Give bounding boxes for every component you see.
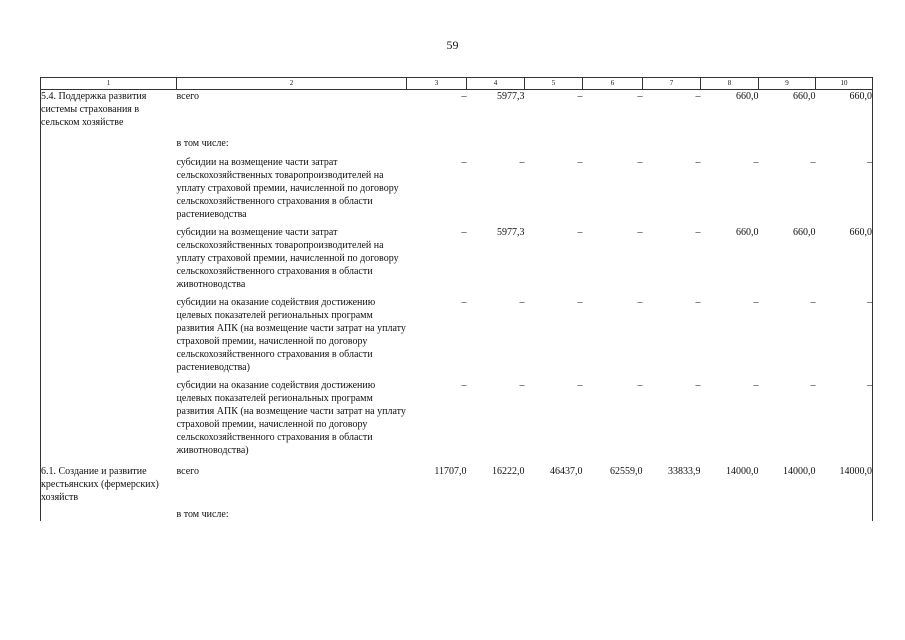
row-section-name: 6.1. Создание и развитие крестьянских (фермерских) хозяйств [41, 457, 177, 504]
value-cell [759, 129, 816, 150]
value-cell: 660,0 [736, 91, 759, 102]
value-cell: – [577, 91, 583, 102]
value-cell: 14000,0 [816, 457, 873, 504]
header-cell: 5 [525, 78, 583, 90]
value-cell: – [810, 380, 816, 391]
value-cell [467, 504, 525, 521]
value-cell: 14000,0 [783, 466, 816, 477]
row-section-name [41, 291, 177, 374]
table-row [41, 457, 873, 504]
value-cell [643, 504, 701, 521]
value-cell: 660,0 [793, 91, 816, 102]
value-cell: 660,0 [816, 221, 873, 291]
row-description: субсидии на возмещение части затрат сельскохозяйственных товаропроизводителей на уплату страховой премии, начисленной по договору сельскохозяйственного страхования в области животноводства [176, 227, 399, 290]
value-cell: 62559,0 [610, 466, 643, 477]
value-cell: – [519, 157, 525, 168]
value-cell: – [816, 374, 873, 457]
row-section-name [41, 129, 177, 150]
row-description: всего [176, 466, 200, 477]
value-cell [467, 129, 525, 150]
value-cell [701, 129, 759, 150]
value-cell: 660,0 [793, 227, 816, 238]
table-row [41, 221, 873, 291]
value-cell: 46437,0 [550, 466, 583, 477]
value-cell: – [753, 380, 759, 391]
value-cell [525, 129, 583, 150]
value-cell: – [577, 297, 583, 308]
value-cell: – [637, 297, 643, 308]
header-cell: 8 [701, 78, 759, 90]
value-cell: – [810, 297, 816, 308]
value-cell: – [519, 380, 525, 391]
row-description: субсидии на оказание содействия достижению целевых показателей региональных программ развития АПК (на возмещение части затрат на уплату страховой премии, начисленной по договору сельскохозяйственного страхования в области животноводства) [176, 380, 406, 456]
value-cell [583, 504, 643, 521]
value-cell: – [695, 227, 701, 238]
value-cell: – [695, 380, 701, 391]
value-cell: 5977,3 [497, 227, 525, 238]
table-row [41, 129, 873, 150]
table-border-line [40, 89, 41, 521]
value-cell [583, 129, 643, 150]
row-section-name: 5.4. Поддержка развития системы страхования в сельском хозяйстве [41, 90, 177, 130]
value-cell [525, 504, 583, 521]
table-row [41, 291, 873, 374]
row-description: всего [176, 91, 200, 102]
value-cell: – [577, 227, 583, 238]
value-cell: – [810, 157, 816, 168]
value-cell: – [461, 380, 467, 391]
value-cell: – [637, 227, 643, 238]
value-cell [759, 504, 816, 521]
row-section-name [41, 374, 177, 457]
value-cell: – [637, 91, 643, 102]
value-cell: 14000,0 [726, 466, 759, 477]
value-cell: – [753, 157, 759, 168]
value-cell: 660,0 [816, 90, 873, 130]
header-cell: 4 [467, 78, 525, 90]
value-cell: – [577, 380, 583, 391]
value-cell: – [461, 91, 467, 102]
value-cell: – [461, 227, 467, 238]
value-cell: 33833,9 [668, 466, 701, 477]
table-row [41, 90, 873, 130]
header-cell: 7 [643, 78, 701, 90]
value-cell: – [461, 157, 467, 168]
value-cell: 11707,0 [434, 466, 467, 477]
value-cell: – [695, 297, 701, 308]
header-row [41, 78, 873, 90]
value-cell [816, 129, 873, 150]
header-cell: 6 [583, 78, 643, 90]
value-cell: – [695, 91, 701, 102]
value-cell [816, 504, 873, 521]
row-section-name [41, 221, 177, 291]
row-description: в том числе: [176, 509, 229, 520]
header-cell: 2 [177, 78, 407, 90]
value-cell: – [637, 157, 643, 168]
table-row [41, 150, 873, 221]
value-cell: – [816, 150, 873, 221]
value-cell: 16222,0 [492, 466, 525, 477]
header-cell: 10 [816, 78, 873, 90]
row-description: субсидии на оказание содействия достижению целевых показателей региональных программ развития АПК (на возмещение части затрат на уплату страховой премии, начисленной по договору сельскохозяйственного страхования в области растениеводства) [176, 297, 406, 373]
value-cell: 660,0 [736, 227, 759, 238]
value-cell: – [461, 297, 467, 308]
row-section-name [41, 150, 177, 221]
row-section-name [41, 504, 177, 521]
page-number: 59 [446, 38, 459, 52]
row-description: субсидии на возмещение части затрат сельскохозяйственных товаропроизводителей на уплату страховой премии, начисленной по договору сельскохозяйственного страхования в области растениеводства [176, 157, 399, 220]
value-cell [407, 504, 467, 521]
value-cell [701, 504, 759, 521]
value-cell [407, 129, 467, 150]
value-cell: – [637, 380, 643, 391]
value-cell: – [695, 157, 701, 168]
value-cell: – [753, 297, 759, 308]
header-cell: 3 [407, 78, 467, 90]
value-cell: 5977,3 [497, 91, 525, 102]
header-cell: 9 [759, 78, 816, 90]
table-row [41, 374, 873, 457]
value-cell [643, 129, 701, 150]
value-cell: – [519, 297, 525, 308]
value-cell: – [816, 291, 873, 374]
value-cell: – [577, 157, 583, 168]
budget-table [40, 77, 873, 521]
header-cell: 1 [41, 78, 177, 90]
table-row [41, 504, 873, 521]
table-border-line [872, 89, 873, 521]
row-description: в том числе: [176, 138, 229, 149]
